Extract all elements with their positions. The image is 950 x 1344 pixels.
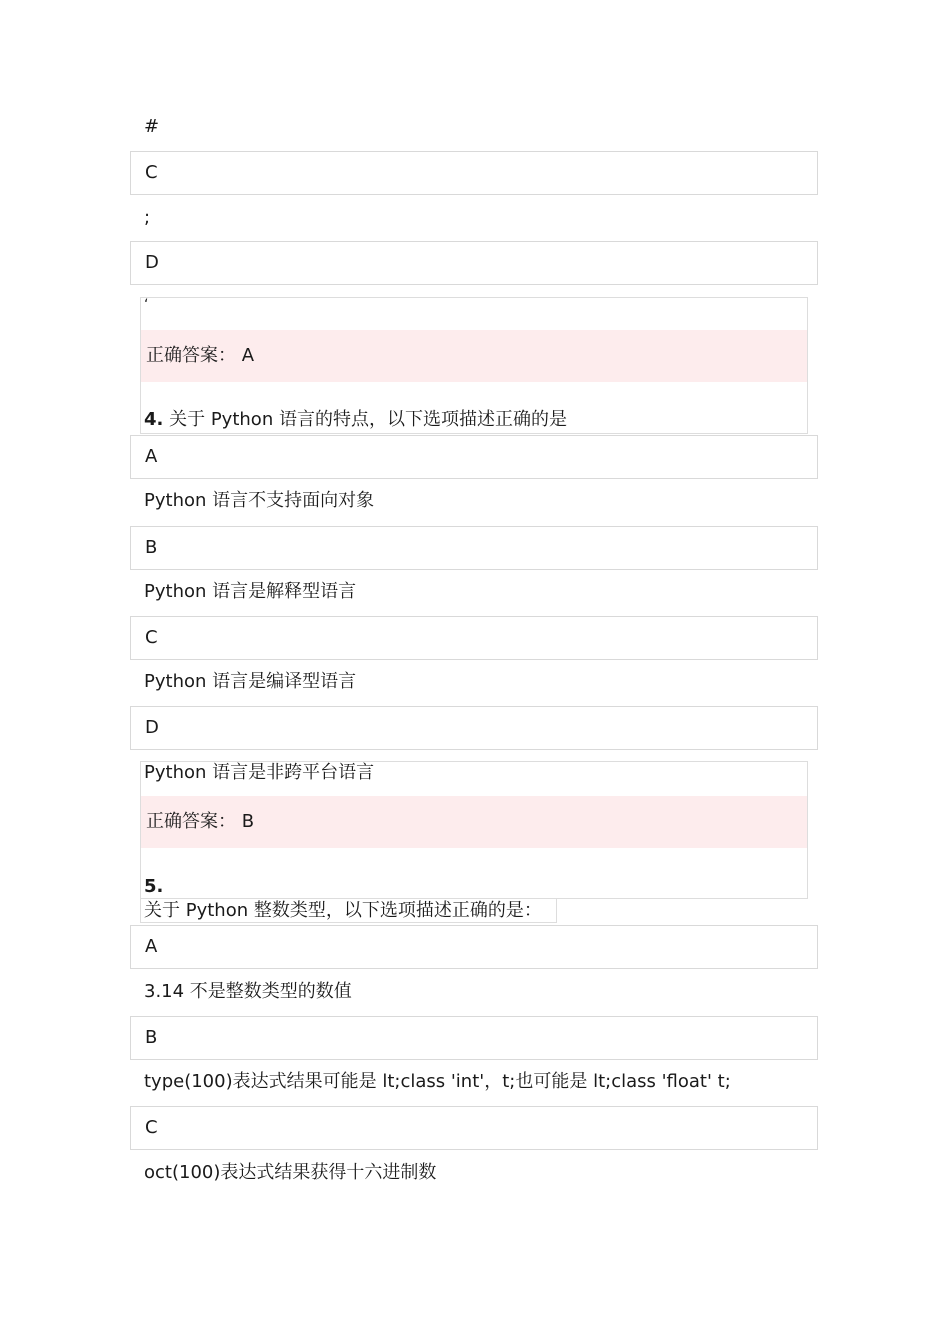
q3-option-c-text: ; xyxy=(144,207,151,228)
q3-option-c-label: C xyxy=(145,162,158,183)
q4-option-b-box[interactable] xyxy=(130,526,818,570)
q5-number-text: 5. xyxy=(144,876,164,897)
q4-option-c-text: Python 语言是编译型语言 xyxy=(144,671,357,692)
q3-answer-band xyxy=(141,330,807,382)
q3-option-d-text: ‘ xyxy=(144,297,149,313)
q3-option-c-box[interactable] xyxy=(130,151,818,195)
q5-option-b-text: type(100)表达式结果可能是 lt;class 'int'，t;也可能是 lt;class 'float' t; xyxy=(144,1071,731,1092)
q5-option-a-box[interactable] xyxy=(130,925,818,969)
q4-option-a-box[interactable] xyxy=(130,435,818,479)
q4-option-a-text: Python 语言不支持面向对象 xyxy=(144,490,375,511)
q4-number: 4. xyxy=(144,409,164,430)
q3-answer-panel xyxy=(140,297,808,434)
q5-option-c-label: C xyxy=(145,1117,158,1138)
q4-option-d-text: Python 语言是非跨平台语言 xyxy=(144,762,375,783)
q5-number xyxy=(144,876,163,898)
q4-answer-panel xyxy=(140,761,808,899)
q4-option-b-label: B xyxy=(145,537,158,558)
q4-answer-band xyxy=(141,796,807,848)
q3-option-d-box[interactable] xyxy=(130,241,818,285)
q3-option-b-text: # xyxy=(144,116,160,137)
q4-option-c-box[interactable] xyxy=(130,616,818,660)
q4-option-d-label: D xyxy=(145,717,159,738)
q4-heading xyxy=(144,409,567,431)
q5-question: 关于 Python 整数类型，以下选项描述正确的是： xyxy=(144,900,542,921)
q3-option-d-label: D xyxy=(145,252,159,273)
q5-option-c-text: oct(100)表达式结果获得十六进制数 xyxy=(144,1162,437,1183)
q5-option-b-label: B xyxy=(145,1027,158,1048)
q5-option-a-label: A xyxy=(145,936,158,957)
q5-option-c-box[interactable] xyxy=(130,1106,818,1150)
q4-question: 关于 Python 语言的特点，以下选项描述正确的是 xyxy=(169,409,567,430)
q5-option-b-box[interactable] xyxy=(130,1016,818,1060)
q5-option-a-text: 3.14 不是整数类型的数值 xyxy=(144,981,352,1002)
q4-option-a-label: A xyxy=(145,446,158,467)
q3-correct-answer: 正确答案： A xyxy=(146,345,255,366)
q4-option-b-text: Python 语言是解释型语言 xyxy=(144,581,357,602)
q4-option-d-box[interactable] xyxy=(130,706,818,750)
q4-correct-answer: 正确答案： B xyxy=(146,811,255,832)
q4-option-c-label: C xyxy=(145,627,158,648)
